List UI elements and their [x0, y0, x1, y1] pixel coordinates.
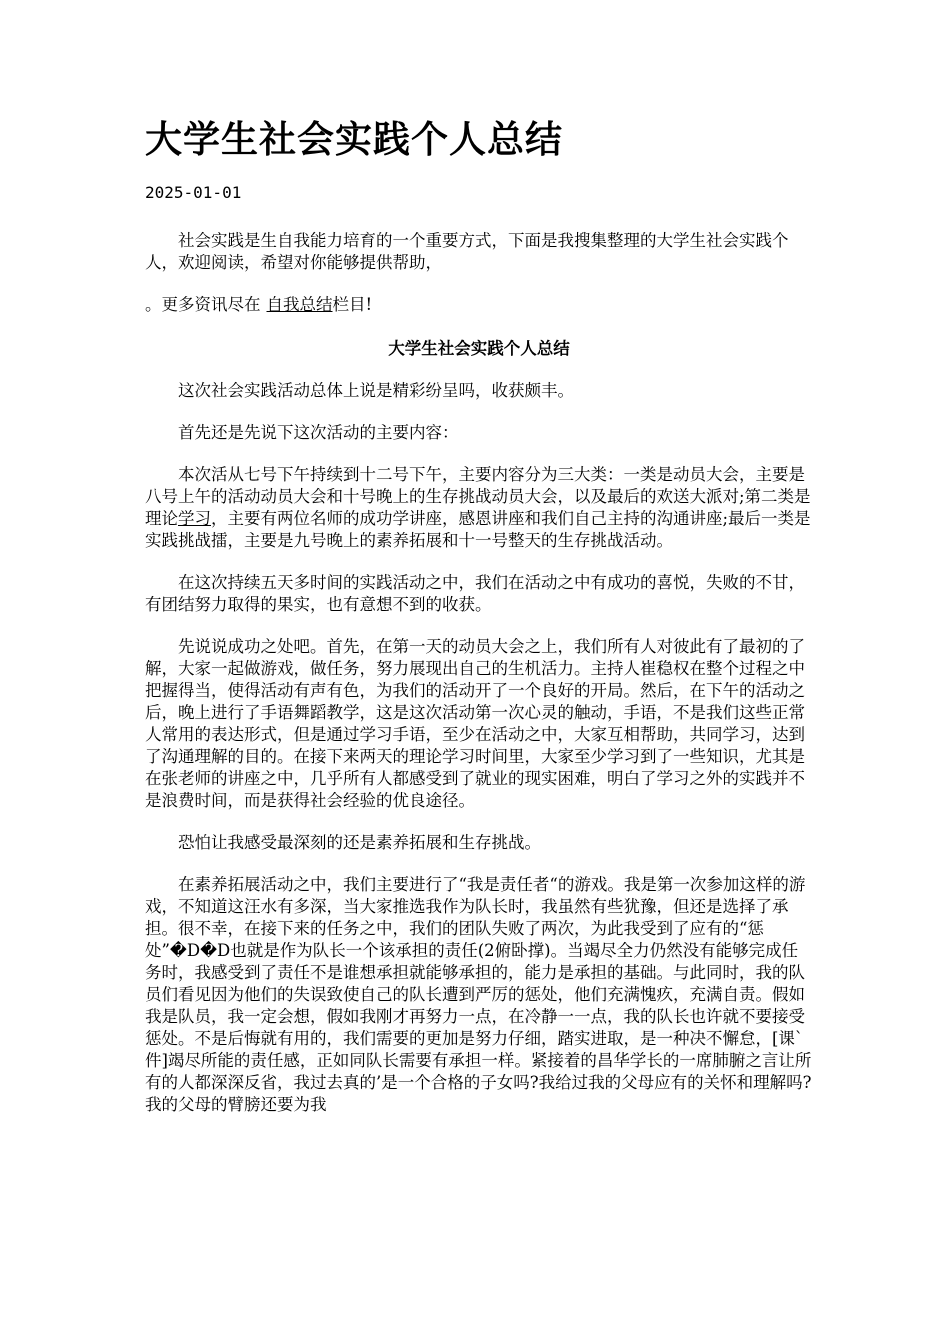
publish-date: 2025-01-01 [145, 183, 242, 202]
paragraph-1: 这次社会实践活动总体上说是精彩纷呈吗，收获颇丰。 [178, 381, 574, 400]
intro-paragraph: 社会实践是生自我能力培育的一个重要方式，下面是我搜集整理的大学生社会实践个人，欢迎阅读，希望对你能够提供帮助， [145, 231, 789, 272]
paragraph-6: 恐怕让我感受最深刻的还是素养拓展和生存挑战。 [178, 833, 541, 852]
article [145, 112, 813, 1116]
paragraph-3 [145, 464, 813, 552]
paragraph-7: 在素养拓展活动之中，我们主要进行了“我是责任者“的游戏。我是第一次参加这样的游戏，不知道这汪水有多深，当大家推选我作为队长时，我虽然有些犹豫，但还是选择了承担。很不幸，在接下来的任务之中，我们的团队失败了两次，为此我受到了应有的“惩处”�D�D也就是作为队长一个该承担的责任(2俯卧撑)。当竭尽全力仍然没有能够完成任务时，我感受到了责任不是谁想承担就能够承担的，能力是承担的基础。与此同时，我的队员们看见因为他们的失误致使自己的队长遭到严厉的惩处，他们充满愧疚，充满自责。假如我是队员，我一定会想，假如我刚才再努力一点，在冷静一一点，我的队长也许就不要接受惩处。不是后悔就有用的，我们需要的更加是努力仔细，踏实进取，是一种决不懈怠，[课`件]竭尽所能的责任感，正如同队长需要有承担一样。紧接着的昌华学长的一席肺腑之言让所有的人都深深反省，我过去真的’是一个合格的子女吗?我给过我的父母应有的关怀和理解吗?我的父母的臂膀还要为我 [145, 875, 812, 1114]
more-info-line [145, 294, 813, 316]
paragraph-4: 在这次持续五天多时间的实践活动之中，我们在活动之中有成功的喜悦，失败的不甘，有团结努力取得的果实，也有意想不到的收获。 [145, 573, 805, 614]
more-info-prefix: 。更多资讯尽在 [145, 295, 261, 314]
paragraph-2: 首先还是先说下这次活动的主要内容： [178, 423, 459, 442]
page-title: 大学生社会实践个人总结 [145, 118, 563, 161]
self-summary-link[interactable]: 自我总结 [266, 295, 333, 314]
paragraph-5: 先说说成功之处吧。首先，在第一天的动员大会之上，我们所有人对彼此有了最初的了解，大家一起做游戏，做任务，努力展现出自己的生机活力。主持人崔稳权在整个过程之中把握得当，使得活动有声有色，为我们的活动开了一个良好的开局。然后，在下午的活动之后，晚上进行了手语舞蹈教学，这是这次活动第一次心灵的触动，手语，不是我们这些正常人常用的表达形式，但是通过学习手语，至少在活动之中，大家互相帮助，共同学习，达到了沟通理解的目的。在接下来两天的理论学习时间里，大家至少学习到了一些知识，尤其是在张老师的讲座之中，几乎所有人都感受到了就业的现实困难，明白了学习之外的实践并不是浪费时间，而是获得社会经验的优良途径。 [145, 637, 805, 810]
section-heading: 大学生社会实践个人总结 [388, 339, 570, 358]
study-link[interactable]: 学习 [178, 509, 211, 528]
more-info-suffix: 栏目! [332, 295, 373, 314]
paragraph-3-text-b: ，主要有两位名师的成功学讲座，感恩讲座和我们自己主持的沟通讲座;最后一类是实践挑战擂，主要是九号晚上的素养拓展和十一号整天的生存挑战活动。 [145, 509, 811, 550]
paragraph-3-text-a: 本次活从七号下午持续到十二号下午，主要内容分为三大类：一类是动员大会，主要是八号上午的活动动员大会和十号晚上的生存挑战动员大会，以及最后的欢送大派对;第二类是理论 [145, 465, 811, 528]
